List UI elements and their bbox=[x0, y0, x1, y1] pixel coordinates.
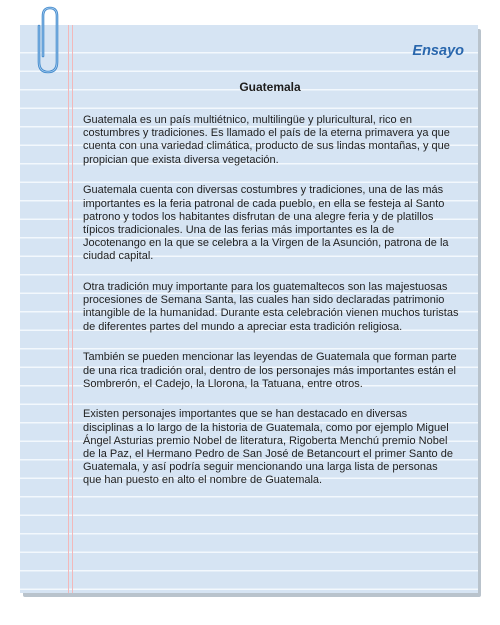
section-label: Ensayo bbox=[412, 43, 464, 59]
essay-paragraph: También se pueden mencionar las leyendas de Guatemala que forman parte de una rica tradición oral, dentro de los personajes más importantes están el Sombrerón, el Cadejo, la Llorona, la Tatuana, entre otros. bbox=[83, 351, 457, 390]
essay-body bbox=[83, 114, 459, 505]
margin-line-left bbox=[68, 25, 69, 593]
paperclip-icon bbox=[30, 4, 70, 76]
essay-paragraph: Existen personajes importantes que se han destacado en diversas disciplinas a lo largo de la historia de Guatemala, como por ejemplo Miguel Ángel Asturias premio Nobel de literatura, Rigoberta Menchú premio Nobel de la Paz, el Hermano Pedro de San José de Betancourt el primer Santo de Guatemala, y así podría seguir mencionando una larga lista de personas que han puesto en alto el nombre de Guatemala. bbox=[83, 408, 453, 487]
essay-title: Guatemala bbox=[239, 80, 301, 94]
essay-paragraph: Guatemala es un país multiétnico, multilingüe y pluricultural, rico en costumbres y tradiciones. Es llamado el país de la eterna primavera ya que cuenta con una variedad climática, producto de sus lindas montañas, y que propician que exista diversa vegetación. bbox=[83, 114, 450, 166]
essay-paragraph: Otra tradición muy importante para los guatemaltecos son las majestuosas procesiones de Semana Santa, las cuales han sido declaradas patrimonio intangible de la humanidad. Durante esta celebración vienen muchos turistas de diferentes partes del mundo a apreciar esta tradición religiosa. bbox=[83, 281, 459, 333]
essay-paragraph: Guatemala cuenta con diversas costumbres y tradiciones, una de las más importantes es la feria patronal de cada pueblo, en ella se festeja al Santo patrono y todos los habitantes disfrutan de una alegre feria y de platillos típicos tradicionales. Una de las ferias más importantes es la de Jocotenango en la que se celebra a la Virgen de la Asunción, patrona de la ciudad capital. bbox=[83, 184, 449, 263]
margin-line-right bbox=[72, 25, 73, 593]
